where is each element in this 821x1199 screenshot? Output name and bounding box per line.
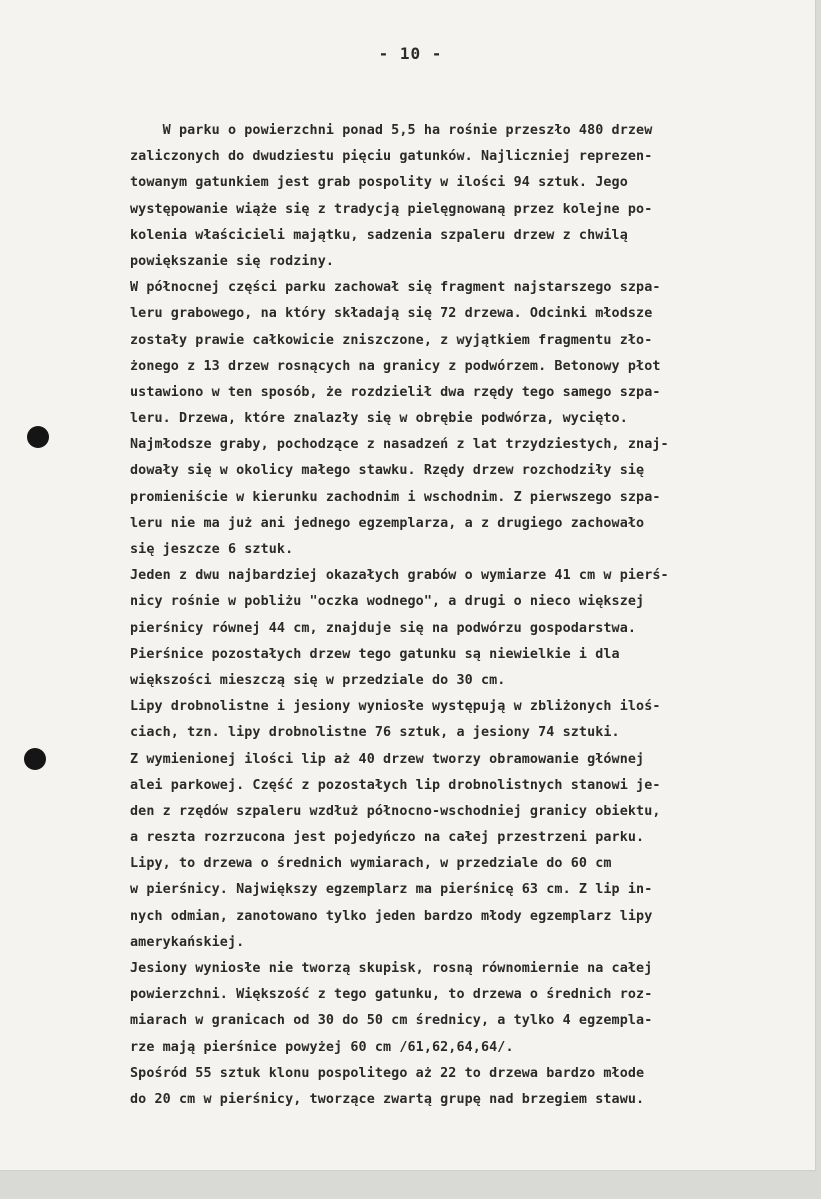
text-line: leru. Drzewa, które znalazły się w obrębie podwórza, wycięto.: [130, 411, 628, 427]
text-line: W parku o powierzchni ponad 5,5 ha rośnie przeszło 480 drzew: [130, 123, 653, 138]
text-line: dowały się w okolicy małego stawku. Rzędy drzew rozchodziły się: [130, 463, 645, 479]
text-line: Lipy drobnolistne i jesiony wyniosłe występują w zbliżonych iloś-: [130, 699, 661, 715]
text-line: a reszta rozrzucona jest pojedyńczo na całej przestrzeni parku.: [130, 830, 645, 846]
text-line: promieniście w kierunku zachodnim i wschodnim. Z pierwszego szpa-: [130, 489, 661, 505]
text-line: pierśnicy równej 44 cm, znajduje się na podwórzu gospodarstwa.: [130, 620, 637, 636]
text-line: zaliczonych do dwudziestu pięciu gatunków. Najliczniej reprezen-: [130, 149, 653, 165]
text-line: Z wymienionej ilości lip aż 40 drzew tworzy obramowanie głównej: [130, 751, 645, 767]
text-line: W północnej części parku zachował się fragment najstarszego szpa-: [130, 280, 661, 296]
text-line: rze mają pierśnice powyżej 60 cm /61,62,64,64/.: [130, 1039, 514, 1055]
text-line: powierzchni. Większość z tego gatunku, to drzewa o średnich roz-: [130, 987, 653, 1003]
text-line: występowanie wiąże się z tradycją pielęgnowaną przez kolejne po-: [130, 201, 653, 217]
text-line: leru grabowego, na który składają się 72 drzewa. Odcinki młodsze: [130, 306, 653, 322]
text-line: alei parkowej. Część z pozostałych lip drobnolistnych stanowi je-: [130, 777, 661, 793]
text-line: Najmłodsze graby, pochodzące z nasadzeń z lat trzydziestych, znaj-: [130, 437, 669, 453]
page-number: - 10 -: [378, 44, 443, 63]
text-line: miarach w granicach od 30 do 50 cm średnicy, a tylko 4 egzempla-: [130, 1013, 653, 1029]
text-line: Jeden z dwu najbardziej okazałych grabów o wymiarze 41 cm w pierś-: [130, 568, 669, 584]
text-line: nych odmian, zanotowano tylko jeden bardzo młody egzemplarz lipy: [130, 908, 653, 924]
text-line: towanym gatunkiem jest grab pospolity w ilości 94 sztuk. Jego: [130, 175, 628, 191]
punch-hole-bottom: [24, 748, 46, 770]
text-line: den z rzędów szpaleru wzdłuż północno-wschodniej granicy obiektu,: [130, 803, 661, 819]
text-line: ciach, tzn. lipy drobnolistne 76 sztuk, a jesiony 74 sztuki.: [130, 725, 620, 741]
punch-hole-top: [27, 426, 49, 448]
text-line: kolenia właścicieli majątku, sadzenia szpaleru drzew z chwilą: [130, 227, 628, 243]
body-text: [130, 118, 800, 1113]
text-line: Jesiony wyniosłe nie tworzą skupisk, rosną równomiernie na całej: [130, 961, 653, 976]
text-line: powiększanie się rodziny.: [130, 253, 335, 269]
text-line: się jeszcze 6 sztuk.: [130, 542, 294, 557]
text-line: żonego z 13 drzew rosnących na granicy z podwórzem. Betonowy płot: [130, 358, 661, 374]
text-line: zostały prawie całkowicie zniszczone, z wyjątkiem fragmentu zło-: [130, 332, 653, 348]
text-line: do 20 cm w pierśnicy, tworzące zwartą grupę nad brzegiem stawu.: [130, 1091, 645, 1107]
text-line: leru nie ma już ani jednego egzemplarza, a z drugiego zachowało: [130, 515, 645, 531]
text-line: w pierśnicy. Największy egzemplarz ma pierśnicę 63 cm. Z lip in-: [130, 882, 653, 898]
text-line: Pierśnice pozostałych drzew tego gatunku są niewielkie i dla: [130, 646, 620, 662]
text-line: większości mieszczą się w przedziale do 30 cm.: [130, 672, 506, 688]
text-line: amerykańskiej.: [130, 934, 245, 950]
text-line: ustawiono w ten sposób, że rozdzielił dwa rzędy tego samego szpa-: [130, 384, 661, 400]
text-line: Spośród 55 sztuk klonu pospolitego aż 22 to drzewa bardzo młode: [130, 1065, 645, 1081]
text-line: Lipy, to drzewa o średnich wymiarach, w przedziale do 60 cm: [130, 856, 612, 872]
text-line: nicy rośnie w pobliżu "oczka wodnego", a drugi o nieco większej: [130, 594, 645, 610]
